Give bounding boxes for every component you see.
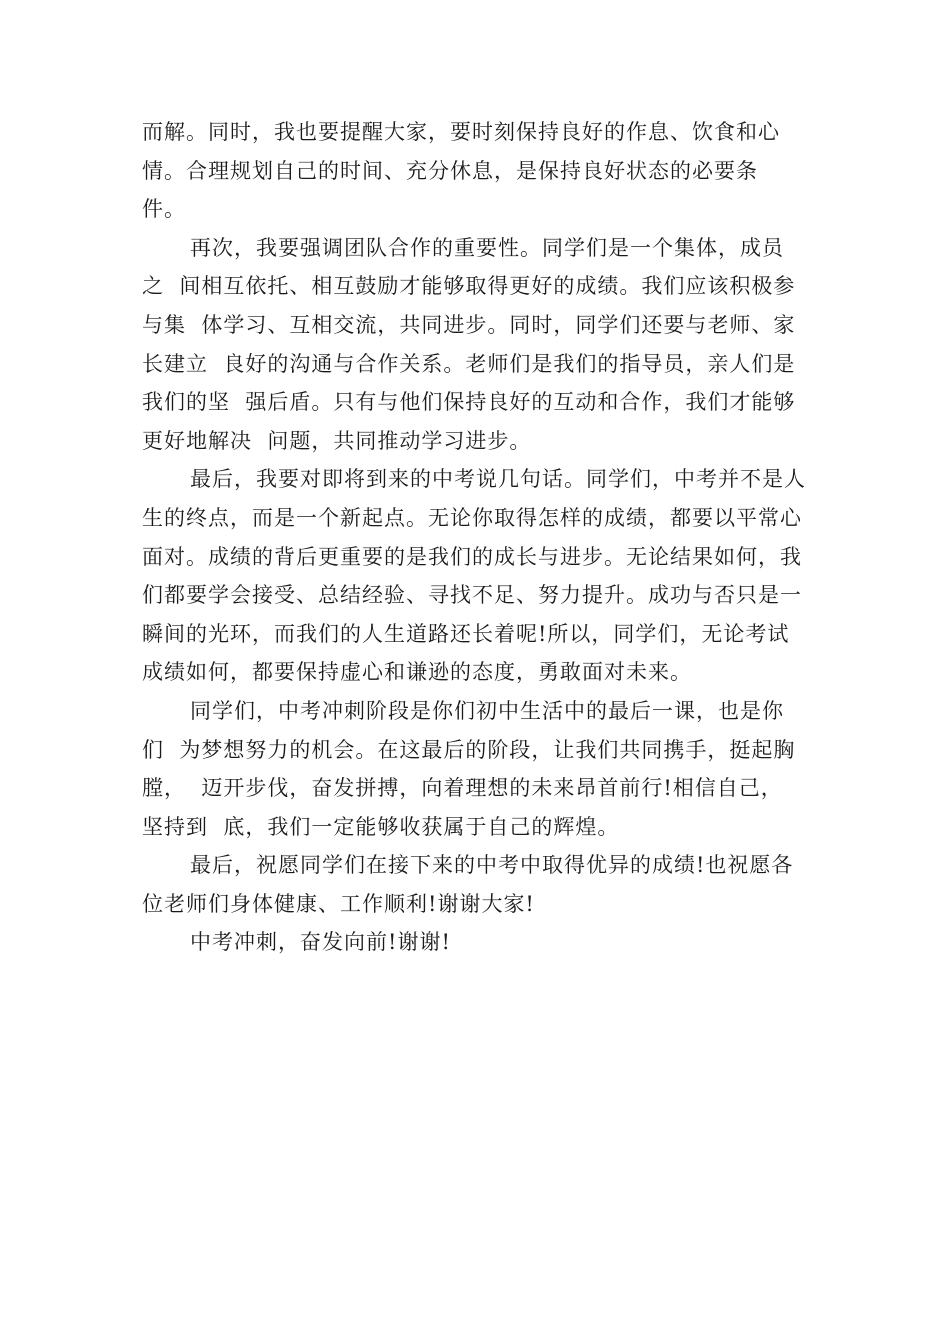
text-line: 件。 [142, 197, 186, 222]
text-line: 最后，我要对即将到来的中考说几句话。同学们，中考并不是人 [190, 467, 806, 492]
text-line: 情。合理规划自己的时间、充分休息，是保持良好状态的必要条 [142, 158, 758, 183]
text-line: 我们的坚 强后盾。只有与他们保持良好的互动和合作，我们才能够 [142, 390, 796, 415]
text-line: 与集 体学习、互相交流，共同进步。同时，同学们还要与老师、家 [142, 312, 796, 337]
text-line: 生的终点，而是一个新起点。无论你取得怎样的成绩，都要以平常心 [142, 505, 802, 530]
text-line: 位老师们身体健康、工作顺利!谢谢大家! [142, 891, 535, 916]
paragraph [142, 923, 802, 962]
document-body [142, 113, 806, 962]
text-line: 再次，我要强调团队合作的重要性。同学们是一个集体，成员 [190, 235, 784, 260]
text-line: 成绩如何，都要保持虚心和谦逊的态度，勇敢面对未来。 [142, 660, 692, 685]
paragraph [142, 460, 806, 692]
text-line: 瞬间的光环，而我们的人生道路还长着呢!所以，同学们，无论考试 [142, 621, 790, 646]
paragraph [142, 229, 802, 461]
paragraph [142, 692, 802, 846]
text-line: 中考冲刺，奋发向前!谢谢! [190, 930, 451, 955]
paragraph [142, 846, 802, 923]
text-line: 们都要学会接受、总结经验、寻找不足、努力提升。成功与否只是一 [142, 583, 802, 608]
text-line: 面对。成绩的背后更重要的是我们的成长与进步。无论结果如何，我 [142, 544, 802, 569]
text-line: 之 间相互依托、相互鼓励才能够取得更好的成绩。我们应该积极参 [142, 274, 796, 299]
text-line: 长建立 良好的沟通与合作关系。老师们是我们的指导员，亲人们是 [142, 351, 796, 376]
text-line: 最后，祝愿同学们在接下来的中考中取得优异的成绩!也祝愿各 [190, 853, 794, 878]
text-line: 膛， 迈开步伐，奋发拼搏，向着理想的未来昂首前行!相信自己， [142, 776, 783, 801]
text-line: 坚持到 底，我们一定能够收获属于自己的辉煌。 [142, 814, 620, 839]
paragraph [142, 113, 802, 229]
text-line: 们 为梦想努力的机会。在这最后的阶段，让我们共同携手，挺起胸 [142, 737, 796, 762]
text-line: 更好地解决 问题，共同推动学习进步。 [142, 428, 532, 453]
text-line: 同学们，中考冲刺阶段是你们初中生活中的最后一课，也是你 [190, 698, 784, 723]
text-line: 而解。同时，我也要提醒大家，要时刻保持良好的作息、饮食和心 [142, 120, 780, 144]
